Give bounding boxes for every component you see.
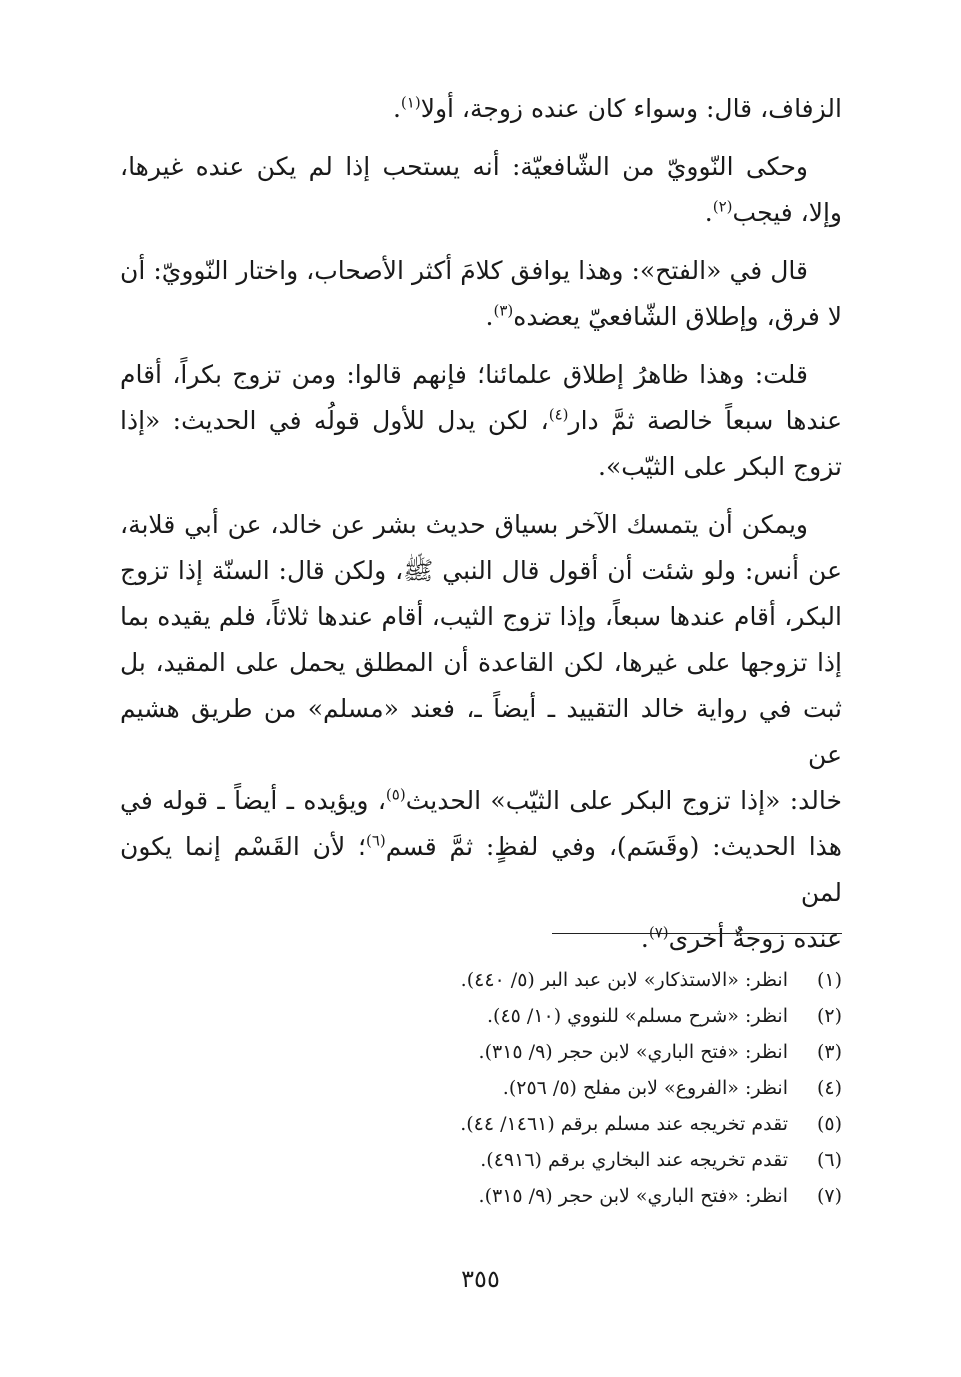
- paragraph-2: [120, 144, 842, 236]
- text-line: قال في «الفتح»: وهذا يوافق كلامَ أكثر الأصحاب، واختار النّوويّ: أن: [120, 256, 808, 285]
- text-line: ويمكن أن يتمسك الآخر بسياق حديث بشر عن خالد، عن أبي قلابة،: [120, 510, 808, 539]
- text-line: هذا الحديث: (وقَسَم)، وفي لفظٍ: ثمَّ قسم: [385, 832, 842, 861]
- text-line: .: [392, 94, 401, 123]
- footnote-number: (٥): [816, 1113, 842, 1135]
- text-line: لا فرق، وإطلاق الشّافعيّ يعضده: [513, 302, 842, 331]
- footnote-7: [300, 1178, 842, 1214]
- footnote-ref-5[interactable]: (٥): [385, 785, 406, 804]
- text-line: قلت: وهذا ظاهرُ إطلاق علمائنا؛ فإنهم قالوا: ومن تزوج بكراً، أقام: [120, 360, 808, 389]
- page-number: ٣٥٥: [461, 1265, 500, 1293]
- text-line: عنده زوجةٌ أخرى: [668, 924, 842, 953]
- footnote-ref-6[interactable]: (٦): [366, 831, 386, 850]
- footnote-divider: [552, 933, 842, 934]
- text-line: الزفاف، قال: وسواء كان عنده زوجة، أولا: [420, 94, 842, 123]
- paragraph-5: [120, 502, 842, 962]
- footnote-text: انظر: «فتح الباري» لابن حجر (٩/ ٣١٥).: [478, 1185, 788, 1207]
- text-line: وإلا، فيجب: [732, 198, 842, 227]
- footnote-5: [300, 1106, 842, 1142]
- footnote-number: (١): [816, 969, 842, 991]
- paragraph-1: [120, 86, 842, 132]
- paragraph-3: [120, 248, 842, 340]
- footnote-text: انظر: «فتح الباري» لابن حجر (٩/ ٣١٥).: [478, 1041, 788, 1063]
- text-line: إذا تزوجها على غيرها، لكن القاعدة أن المطلق يحمل على المقيد، بل: [120, 648, 842, 677]
- text-line: ؛ لأن القَسْم إنما يكون لمن: [120, 832, 842, 907]
- text-line: خالد: «إذا تزوج البكر على الثيّب» الحديث: [405, 786, 842, 815]
- paragraph-4: [120, 352, 842, 490]
- footnote-ref-1[interactable]: (١): [400, 93, 421, 112]
- text-line: البكر، أقام عندها سبعاً، وإذا تزوج الثيب، أقام عندها ثلاثاً، فلم يقيده بما: [120, 602, 842, 631]
- footnote-ref-2[interactable]: (٢): [712, 197, 733, 216]
- footnote-4: [300, 1070, 842, 1106]
- text-line: تزوج البكر على الثيّب».: [598, 452, 842, 481]
- text-line: ثبت في رواية خالد التقييد ـ أيضاً ـ، فعند «مسلم» من طريق هشيم عن: [120, 694, 842, 769]
- footnote-text: تقدم تخريجه عند البخاري برقم (٤٩١٦).: [480, 1149, 788, 1171]
- footnote-1: [300, 962, 842, 998]
- footnote-2: [300, 998, 842, 1034]
- footnote-ref-7[interactable]: (٧): [648, 923, 669, 942]
- text-line: .: [485, 302, 494, 331]
- text-line: .: [640, 924, 649, 953]
- footnote-ref-4[interactable]: (٤): [548, 405, 569, 424]
- text-line: عندها سبعاً خالصة ثمَّ دار: [568, 406, 843, 435]
- text-line: .: [704, 198, 713, 227]
- text-line: وحكى النّوويّ من الشّافعيّة: أنه يستحب إذا لم يكن عنده غيرها،: [120, 152, 808, 181]
- footnote-number: (٦): [816, 1149, 842, 1171]
- footnotes: [300, 962, 842, 1214]
- footnote-6: [300, 1142, 842, 1178]
- footnote-ref-3[interactable]: (٣): [493, 301, 514, 320]
- footnote-text: انظر: «شرح مسلم» للنووي (١٠/ ٤٥).: [486, 1005, 788, 1027]
- footnote-text: انظر: «الاستذكار» لابن عبد البر (٥/ ٤٤٠).: [460, 969, 788, 991]
- footnote-number: (٣): [816, 1041, 842, 1063]
- footnote-text: انظر: «الفروع» لابن مفلح (٥/ ٢٥٦).: [502, 1077, 788, 1099]
- footnote-number: (٤): [816, 1077, 842, 1099]
- footnote-3: [300, 1034, 842, 1070]
- footnote-number: (٢): [816, 1005, 842, 1027]
- text-line: عن أنس: ولو شئت أن أقول قال النبي ﷺ، ولكن قال: السنّة إذا تزوج: [120, 556, 842, 585]
- text-line: ، ويؤيده ـ أيضاً ـ قوله في: [120, 786, 386, 815]
- text-line: ، لكن يدل للأول قولُه في الحديث: «إذا: [120, 406, 549, 435]
- footnote-text: تقدم تخريجه عند مسلم برقم (١٤٦١/ ٤٤).: [460, 1113, 788, 1135]
- page-body: [120, 86, 842, 974]
- footnote-number: (٧): [816, 1185, 842, 1207]
